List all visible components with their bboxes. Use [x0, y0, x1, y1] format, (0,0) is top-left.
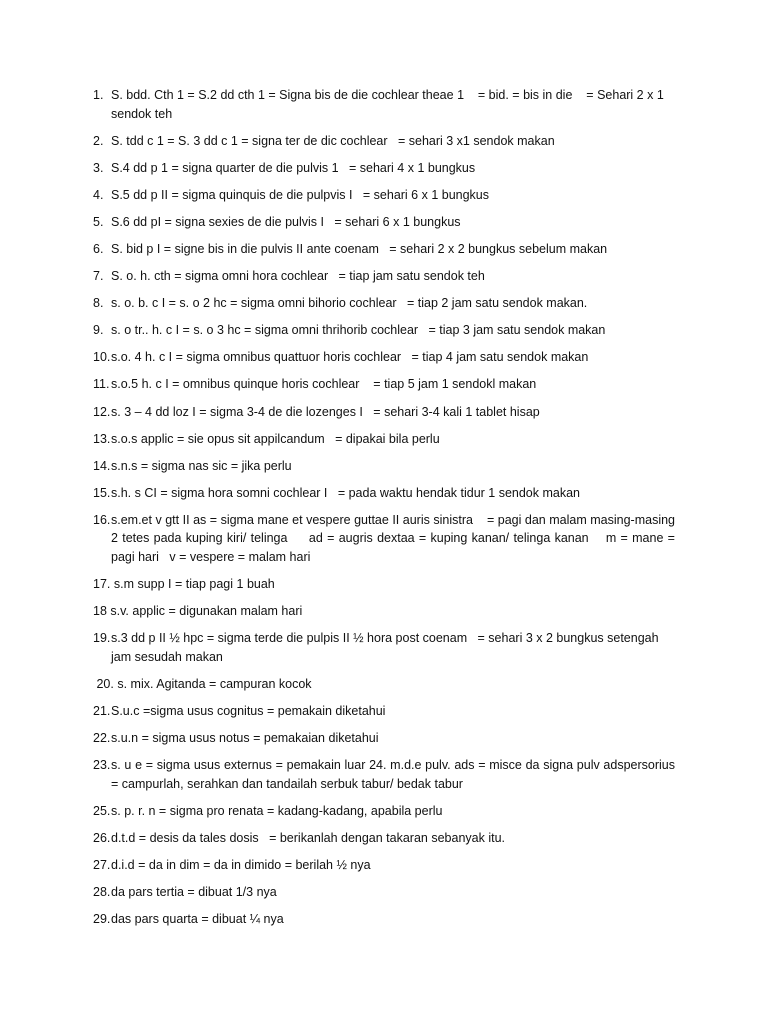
item-text: das pars quarta = dibuat ¼ nya [111, 912, 284, 927]
item-text: s.em.et v gtt II as = sigma mane et vespere guttae II auris sinistra = pagi dan malam masing-masing 2 tetes pada kuping kiri/ telinga ad = augris dextaa = kuping kanan/ telinga kanan m = mane = pagi hari v = vespere = malam hari [111, 512, 679, 564]
item-text: s. p. r. n = sigma pro renata = kadang-kadang, apabila perlu [111, 803, 443, 818]
item-text: s.o. 4 h. c I = sigma omnibus quattuor horis cochlear = tiap 4 jam satu sendok makan [111, 350, 589, 365]
item-text: s. 3 – 4 dd loz I = sigma 3-4 de die lozenges I = sehari 3-4 kali 1 tablet hisap [111, 404, 540, 419]
item-text: s.h. s CI = sigma hora somni cochlear I = pada waktu hendak tidur 1 sendok makan [111, 485, 581, 500]
item-text: S. tdd c 1 = S. 3 dd c 1 = signa ter de dic cochlear = sehari 3 x1 sendok makan [111, 133, 555, 148]
list-item [93, 213, 675, 232]
list-item [93, 132, 675, 151]
item-text: da pars tertia = dibuat 1/3 nya [111, 884, 277, 899]
item-number: 28. [93, 884, 111, 899]
item-number: 25. [93, 803, 111, 818]
item-text: S.5 dd p II = sigma quinquis de die pulpvis I = sehari 6 x 1 bungkus [111, 187, 490, 202]
item-number: 22. [93, 730, 111, 745]
item-number: 2. [93, 133, 104, 148]
item-text: s. o. b. c I = s. o 2 hc = sigma omni bihorio cochlear = tiap 2 jam satu sendok makan. [111, 296, 588, 311]
list-item [93, 267, 675, 286]
abbreviation-list [93, 86, 686, 937]
list-item [93, 602, 675, 621]
list-item [93, 294, 675, 313]
list-item [93, 675, 675, 694]
item-number: 12. [93, 404, 111, 419]
list-item [93, 240, 675, 259]
list-item [93, 575, 675, 594]
item-number: 15. [93, 485, 111, 500]
item-text: s.o.5 h. c I = omnibus quinque horis cochlear = tiap 5 jam 1 sendokl makan [111, 377, 537, 392]
list-item [93, 511, 679, 567]
item-text: s.n.s = sigma nas sic = jika perlu [111, 458, 292, 473]
list-item [93, 729, 675, 748]
list-item [93, 802, 675, 821]
item-text: S. bid p I = signe bis in die pulvis II ante coenam = sehari 2 x 2 bungkus sebelum makan [111, 241, 608, 256]
item-text: d.t.d = desis da tales dosis = berikanlah dengan takaran sebanyak itu. [111, 830, 506, 845]
item-number: 3. [93, 160, 104, 175]
item-text: s. mix. Agitanda = campuran kocok [117, 676, 312, 691]
item-number: 10. [93, 350, 111, 365]
list-item [93, 856, 675, 875]
item-number: 14. [93, 458, 111, 473]
list-item [93, 86, 675, 123]
item-number: 27. [93, 857, 111, 872]
list-item [93, 910, 675, 929]
list-item [93, 484, 675, 503]
item-number: 17. [93, 577, 111, 591]
item-text: s.m supp I = tiap pagi 1 buah [113, 577, 275, 591]
item-text: s. o tr.. h. c I = s. o 3 hc = sigma omni thrihorib cochlear = tiap 3 jam satu sendok makan [111, 323, 606, 338]
item-text: S. o. h. cth = sigma omni hora cochlear = tiap jam satu sendok teh [111, 269, 485, 284]
list-item [93, 403, 675, 422]
item-text: s. u e = sigma usus externus = pemakain luar 24. m.d.e pulv. ads = misce da signa pulv adspersorius = campurlah, serahkan dan tandailah serbuk tabur/ bedak tabur [111, 758, 686, 791]
item-number: 8. [93, 296, 104, 311]
list-item [93, 829, 675, 848]
item-number: 6. [93, 241, 104, 256]
list-item [93, 321, 675, 340]
item-number: 19. [93, 631, 111, 646]
item-text: s.3 dd p II ½ hpc = sigma terde die pulpis II ½ hora post coenam = sehari 3 x 2 bungkus setengah jam sesudah makan [111, 631, 663, 664]
item-number: 5. [93, 214, 104, 229]
item-text: S.u.c =sigma usus cognitus = pemakain diketahui [111, 703, 386, 718]
item-number: 29. [93, 912, 111, 927]
item-text: s.v. applic = digunakan malam hari [110, 604, 303, 619]
item-text: s.u.n = sigma usus notus = pemakaian diketahui [111, 730, 379, 745]
item-number: 9. [93, 323, 104, 338]
item-number: 13. [93, 431, 111, 446]
item-number: 20. [93, 676, 114, 691]
list-item [93, 629, 675, 666]
item-text: S.6 dd pI = signa sexies de die pulvis I = sehari 6 x 1 bungkus [111, 214, 461, 229]
item-number: 4. [93, 187, 104, 202]
item-text: d.i.d = da in dim = da in dimido = berilah ½ nya [111, 857, 371, 872]
item-text: s.o.s applic = sie opus sit appilcandum = dipakai bila perlu [111, 431, 440, 446]
item-number: 7. [93, 269, 104, 284]
list-item [93, 348, 675, 367]
list-item [93, 702, 675, 721]
list-item [93, 457, 675, 476]
list-item [93, 159, 675, 178]
item-number: 11. [93, 377, 110, 392]
item-number: 16. [93, 512, 111, 527]
item-text: S.4 dd p 1 = signa quarter de die pulvis 1 = sehari 4 x 1 bungkus [111, 160, 476, 175]
item-number: 1. [93, 88, 104, 102]
list-item [93, 375, 675, 394]
list-item [93, 186, 675, 205]
item-number: 26. [93, 830, 111, 845]
item-number: 21. [93, 703, 111, 718]
list-item [93, 756, 686, 793]
item-number: 23. [93, 758, 111, 773]
item-text: S. bdd. Cth 1 = S.2 dd cth 1 = Signa bis de die cochlear theae 1 = bid. = bis in die = Sehari 2 x 1 sendok teh [111, 88, 668, 121]
item-number: 18 [93, 604, 107, 619]
list-item [93, 883, 675, 902]
list-item [93, 430, 675, 449]
